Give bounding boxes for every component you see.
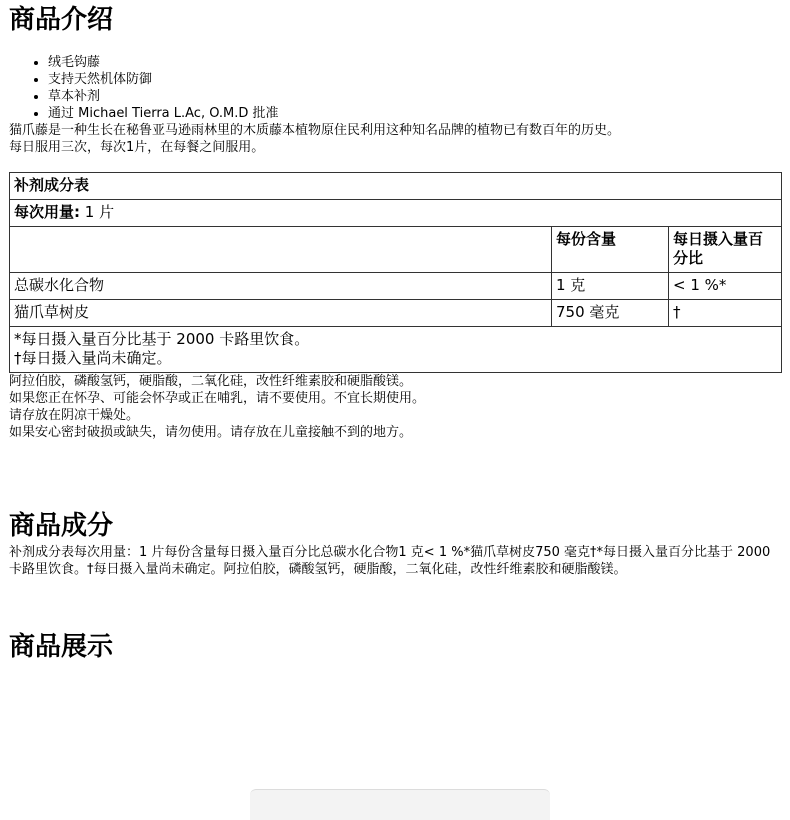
usage-instructions: 每日服用三次，每次1片，在每餐之间服用。 [9,140,265,155]
serving-size-value: 1 片 [80,203,115,221]
footnote-not-established: †每日摄入量尚未确定。 [14,349,172,367]
nutrient-name: 总碳水化合物 [10,273,552,300]
nutrient-name: 猫爪草树皮 [10,300,552,327]
pregnancy-warning: 如果您正在怀孕、可能会怀孕或正在哺乳，请不要使用。不宜长期使用。 [9,391,426,406]
nutrient-daily-value: < 1 %* [669,273,782,300]
nutrient-daily-value: † [669,300,782,327]
nutrient-amount: 750 毫克 [552,300,669,327]
table-row [10,300,782,327]
section-title-ingredients: 商品成分 [9,511,114,541]
feature-item: • 草本补剂 [48,88,781,105]
feature-item: • 支持天然机体防御 [48,71,781,88]
nutrient-amount: 1 克 [552,273,669,300]
serving-size-row [10,200,782,227]
column-header-daily-value: 每日摄入量百分比 [669,227,782,273]
product-image [250,789,550,820]
serving-size-label: 每次用量: [14,203,80,221]
column-header-blank [10,227,552,273]
column-header-amount: 每份含量 [552,227,669,273]
ingredients-text: 补剂成分表每次用量：1 片每份含量每日摄入量百分比总碳水化合物1 克< 1 %*猫爪草树皮750 毫克†*每日摄入量百分比基于 2000 卡路里饮食。†每日摄入量尚未确定。阿拉伯胶，磷酸氢钙，硬脂酸，二氧化硅，改性纤维素胶和硬脂酸镁。 [9,545,771,577]
seal-warning: 如果安心密封破损或缺失，请勿使用。请存放在儿童接触不到的地方。 [9,425,413,440]
feature-item: • 绒毛钩藤 [48,54,781,71]
facts-header: 补剂成分表 [10,173,782,200]
table-row [10,273,782,300]
product-description: 猫爪藤是一种生长在秘鲁亚马逊雨林里的木质藤本植物原住民利用这种知名品牌的植物已有数百年的历史。 [9,123,621,138]
footnote-daily-value: *每日摄入量百分比基于 2000 卡路里饮食。 [14,330,310,348]
facts-footnotes [10,327,782,373]
other-ingredients: 阿拉伯胶，磷酸氢钙，硬脂酸，二氧化硅，改性纤维素胶和硬脂酸镁。 [9,374,413,389]
section-title-intro: 商品介绍 [9,5,114,35]
section-title-display: 商品展示 [9,632,114,662]
supplement-facts-table [9,172,782,373]
feature-item: • 通过 Michael Tierra L.Ac, O.M.D 批准 [48,105,781,122]
feature-list [9,54,781,122]
storage-instructions: 请存放在阴凉干燥处。 [9,408,140,423]
